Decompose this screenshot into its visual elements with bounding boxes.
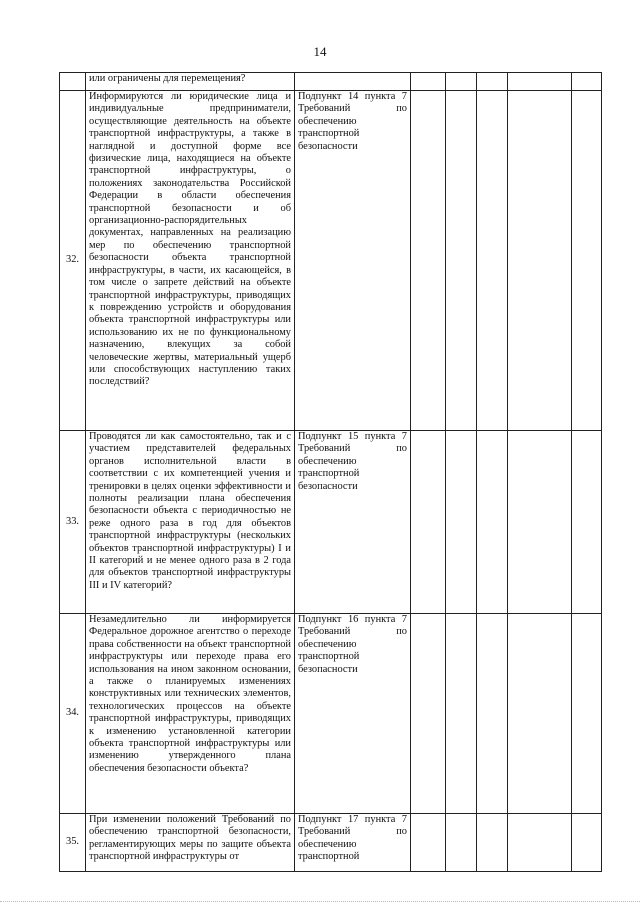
empty-cell xyxy=(572,91,602,431)
empty-cell xyxy=(411,91,446,431)
row-number: 34. xyxy=(60,614,86,814)
empty-cell xyxy=(508,614,572,814)
empty-cell xyxy=(477,814,508,872)
requirement-reference: Подпункт 17 пункта 7 Требований по обеспечению транспортной xyxy=(295,814,411,872)
empty-cell xyxy=(477,431,508,614)
empty-cell xyxy=(446,91,477,431)
empty-cell xyxy=(446,73,477,91)
checklist-table xyxy=(59,72,602,872)
table-row xyxy=(60,431,602,614)
empty-cell xyxy=(411,431,446,614)
row-number: 33. xyxy=(60,431,86,614)
empty-cell xyxy=(446,814,477,872)
table-row xyxy=(60,814,602,872)
requirement-reference: Подпункт 14 пункта 7 Требований по обеспечению транспортной безопасности xyxy=(295,91,411,431)
requirement-reference: Подпункт 16 пункта 7 Требований по обеспечению транспортной безопасности xyxy=(295,614,411,814)
empty-cell xyxy=(572,431,602,614)
empty-cell xyxy=(572,814,602,872)
empty-cell xyxy=(411,614,446,814)
empty-cell xyxy=(508,814,572,872)
question-text: или ограничены для перемещения? xyxy=(86,73,295,91)
page-number: 14 xyxy=(313,44,327,59)
question-text: Незамедлительно ли информируется Федеральное дорожное агентство о переходе права собственности на объект транспортной инфраструктуры или переходе права его использования на ином законном основании, а также о планируемых изменениях конструктивных или технических элементов, технологических процессов на объекте транспортной инфраструктуры, приводящих к изменению установленной категории объекта транспортной инфраструктуры или изменению утвержденного плана обеспечения безопасности объекта? xyxy=(86,614,295,814)
empty-cell xyxy=(411,73,446,91)
empty-cell xyxy=(477,91,508,431)
empty-cell xyxy=(572,614,602,814)
empty-cell xyxy=(508,73,572,91)
question-text: Информируются ли юридические лица и индивидуальные предприниматели, осуществляющие деятельность на объекте транспортной инфраструктуры, а также в наглядной и доступной форме все физические лица, находящиеся на объекте транспортной инфраструктуры, о положениях законодательства Российской Федерации в области обеспечения транспортной безопасности и об организационно-распорядительных документах, направленных на реализацию мер по обеспечению транспортной безопасности объекта транспортной инфраструктуры, в части, их касающейся, в том числе о запрете действий на объекте транспортной инфраструктуры, приводящих к повреждению устройств и оборудования объекта транспортной инфраструктуры или использованию их не по функциональному назначению, влекущих за собой человеческие жертвы, материальный ущерб или способствующих наступлению таких последствий? xyxy=(86,91,295,431)
row-number: 35. xyxy=(60,814,86,872)
empty-cell xyxy=(572,73,602,91)
empty-cell xyxy=(411,814,446,872)
table-row xyxy=(60,91,602,431)
empty-cell xyxy=(477,73,508,91)
empty-cell xyxy=(508,431,572,614)
table-row xyxy=(60,614,602,814)
row-number: 32. xyxy=(60,91,86,431)
requirement-reference: Подпункт 15 пункта 7 Требований по обеспечению транспортной безопасности xyxy=(295,431,411,614)
question-text: Проводятся ли как самостоятельно, так и с участием представителей федеральных органов исполнительной власти в соответствии с их компетенцией учения и тренировки в целях оценки эффективности и полноты реализации плана обеспечения безопасности объекта с периодичностью не реже одного раза в год для объектов транспортной инфраструктуры (нескольких объектов транспортной инфраструктуры) I и II категорий и не менее одного раза в 2 года для объектов транспортной инфраструктуры III и IV категорий? xyxy=(86,431,295,614)
table-row xyxy=(60,73,602,91)
question-text: При изменении положений Требований по обеспечению транспортной безопасности, регламентирующих меры по защите объекта транспортной инфраструктуры от xyxy=(86,814,295,872)
empty-cell xyxy=(446,431,477,614)
empty-cell xyxy=(477,614,508,814)
empty-cell xyxy=(446,614,477,814)
row-number xyxy=(60,73,86,91)
empty-cell xyxy=(508,91,572,431)
scan-edge xyxy=(0,901,640,903)
requirement-reference xyxy=(295,73,411,91)
